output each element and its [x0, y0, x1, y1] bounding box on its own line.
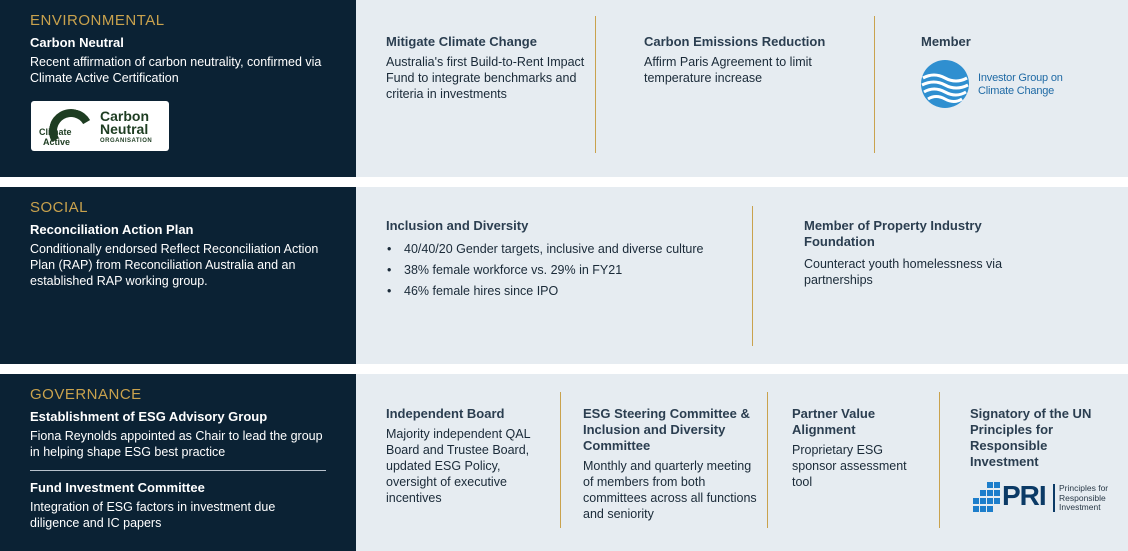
list-item: • 46% female hires since IPO: [387, 284, 559, 298]
logo-text: Investment: [1059, 502, 1101, 512]
logo-text: Climate Change: [978, 85, 1055, 97]
inclusion-diversity-list: [386, 241, 706, 299]
partner-value-text: Proprietary ESG sponsor assessment tool: [792, 443, 907, 489]
social-right-panel: [356, 187, 1128, 364]
social-left-panel: [0, 187, 356, 364]
logo-text: Carbon: [100, 108, 149, 124]
reconciliation-heading: Reconciliation Action Plan: [30, 222, 194, 237]
governance-left-panel: [0, 374, 356, 551]
divider: [560, 392, 561, 528]
property-industry-heading: Member of Property Industry Foundation: [804, 218, 982, 249]
logo-text: Investor Group on: [978, 72, 1063, 84]
carbon-neutral-heading: Carbon Neutral: [30, 35, 124, 50]
list-item: • 38% female workforce vs. 29% in FY21: [387, 263, 623, 277]
carbon-neutral-text: Recent affirmation of carbon neutrality, confirmed via Climate Active Certification: [30, 55, 322, 85]
property-industry-text: Counteract youth homelessness via partnerships: [804, 257, 1003, 287]
governance-title: GOVERNANCE: [30, 386, 142, 403]
carbon-emissions-column: [644, 34, 864, 86]
pri-logo-text: [1059, 484, 1108, 513]
independent-board-column: [386, 406, 551, 506]
environmental-section: [0, 0, 1128, 177]
esg-steering-column: [583, 406, 758, 522]
esg-advisory-text: Fiona Reynolds appointed as Chair to lead the group in helping shape ESG best practice: [30, 429, 323, 459]
logo-text: Climate: [39, 127, 72, 137]
logo-text: Principles for: [1059, 483, 1109, 493]
environmental-title: ENVIRONMENTAL: [30, 12, 165, 29]
logo-text: Responsible: [1059, 492, 1106, 503]
list-item: • 40/40/20 Gender targets, inclusive and diverse culture: [387, 242, 704, 256]
partner-value-column: [792, 406, 922, 490]
divider: [30, 470, 326, 471]
member-column: [921, 34, 1101, 54]
logo-text: ORGANISATION: [100, 138, 153, 144]
mitigate-climate-column: [386, 34, 586, 102]
esg-steering-heading: ESG Steering Committee & Inclusion and Diversity Committee: [583, 406, 750, 453]
divider: [1053, 484, 1055, 512]
reconciliation-text: Conditionally endorsed Reflect Reconciliation Action Plan (RAP) from Reconciliation Australia and an established RAP working group.: [30, 242, 319, 288]
bullet-icon: •: [387, 263, 392, 277]
social-section: [0, 187, 1128, 364]
fund-investment-heading: Fund Investment Committee: [30, 480, 205, 495]
governance-section: [0, 374, 1128, 551]
bullet-icon: •: [387, 284, 392, 298]
divider: [874, 16, 875, 153]
un-pri-heading: Signatory of the UN Principles for Responsible Investment: [970, 406, 1092, 469]
igcc-wave-icon: [920, 58, 972, 110]
pri-logo: [973, 482, 1123, 514]
pri-squares-icon: [973, 482, 1001, 512]
climate-active-carbon-neutral-logo: [31, 101, 169, 151]
property-industry-column: [804, 218, 1034, 288]
independent-board-heading: Independent Board: [386, 406, 505, 421]
bullet-icon: •: [387, 242, 392, 256]
fund-investment-text: Integration of ESG factors in investment due diligence and IC papers: [30, 500, 276, 530]
logo-text: PRI: [1002, 480, 1046, 511]
divider: [767, 392, 768, 528]
divider: [595, 16, 596, 153]
partner-value-heading: Partner Value Alignment: [792, 406, 876, 437]
mitigate-climate-heading: Mitigate Climate Change: [386, 34, 537, 49]
carbon-emissions-heading: Carbon Emissions Reduction: [644, 34, 826, 49]
igcc-logo-text: [978, 72, 1063, 98]
esg-steering-text: Monthly and quarterly meeting of members from both committees across all functions and seniority: [583, 459, 757, 521]
member-heading: Member: [921, 34, 971, 49]
inclusion-diversity-column: [386, 218, 706, 304]
carbon-emissions-text: Affirm Paris Agreement to limit temperature increase: [644, 55, 812, 85]
inclusion-diversity-heading: Inclusion and Diversity: [386, 218, 529, 233]
divider: [939, 392, 940, 528]
social-title: SOCIAL: [30, 199, 89, 216]
governance-right-panel: [356, 374, 1128, 551]
logo-text: Neutral: [100, 121, 149, 137]
independent-board-text: Majority independent QAL Board and Trustee Board, updated ESG Policy, oversight of executive incentives: [386, 427, 531, 505]
investor-group-climate-change-logo: [920, 58, 1080, 110]
divider: [752, 206, 753, 346]
esg-advisory-heading: Establishment of ESG Advisory Group: [30, 409, 268, 424]
mitigate-climate-text: Australia's first Build-to-Rent Impact Fund to integrate benchmarks and criteria in investments: [386, 55, 585, 101]
un-pri-column: [970, 406, 1110, 474]
logo-text: Active: [43, 137, 71, 147]
